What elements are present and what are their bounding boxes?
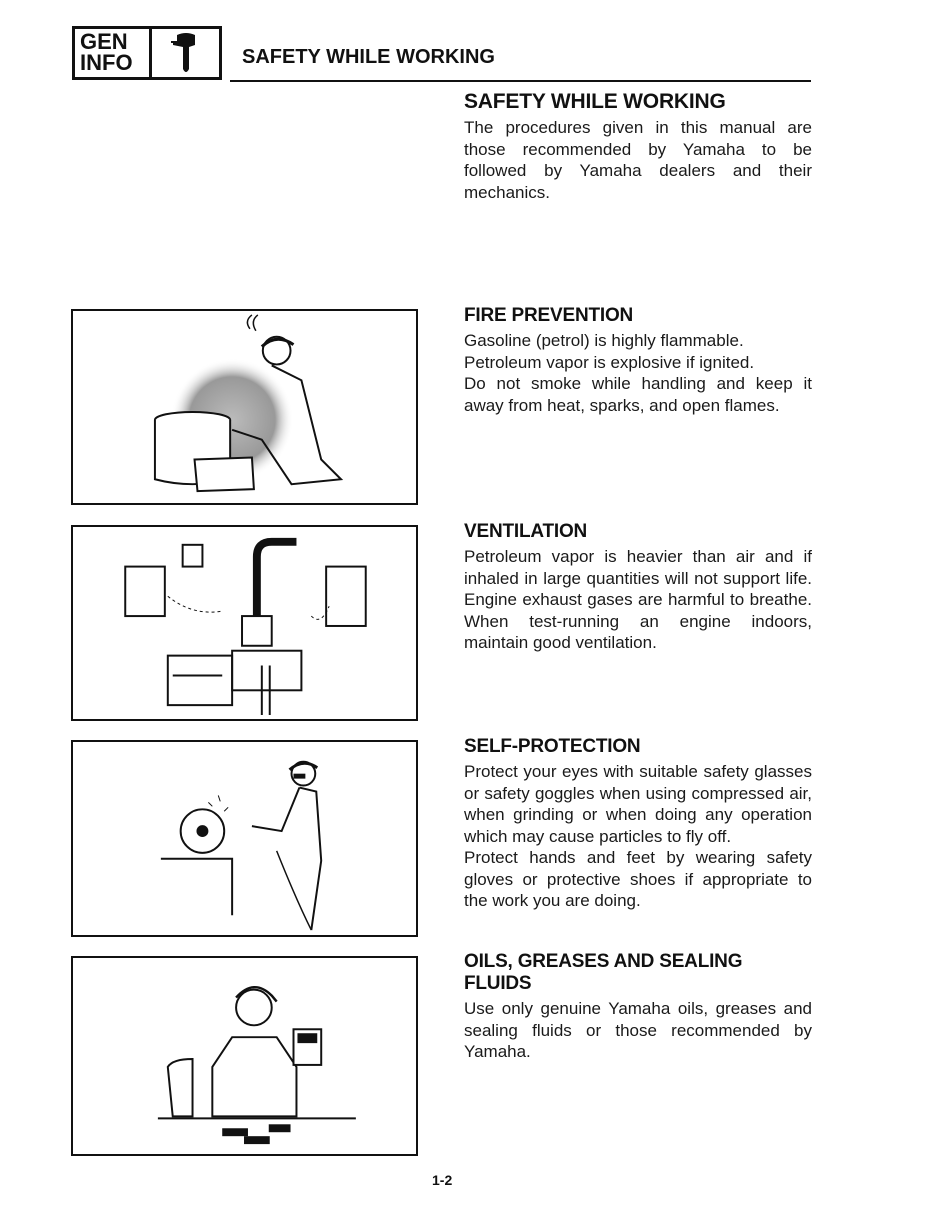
mechanic-grinding-with-goggles-illustration (73, 742, 416, 935)
mechanic-pouring-fuel-illustration (73, 311, 416, 503)
section-fire-prevention (464, 305, 812, 416)
header-rule (230, 80, 811, 82)
section-ventilation (464, 521, 812, 654)
section-paragraph: Petroleum vapor is explosive if ignited. (464, 352, 755, 372)
badge-line-1: GEN (80, 29, 128, 54)
section-paragraph: The procedures given in this manual are those recommended by Yamaha to be followed by Yamaha dealers and their mechanics. (464, 118, 812, 202)
section-paragraph: Do not smoke while handling and keep it away from heat, sparks, and open flames. (464, 374, 812, 415)
self-protection-figure (71, 740, 418, 937)
section-paragraph: Protect hands and feet by wearing safety gloves or protective shoes if appropriate to the work you are doing. (464, 848, 812, 910)
section-oils-greases (464, 951, 812, 1063)
fire-prevention-figure (71, 309, 418, 505)
mechanic-holding-oil-can-illustration (73, 958, 416, 1154)
section-heading: SELF-PROTECTION (464, 736, 641, 757)
header-title: SAFETY WHILE WORKING (242, 46, 495, 68)
badge-line-2: INFO (80, 50, 133, 75)
section-paragraph: Gasoline (petrol) is highly flammable. (464, 331, 744, 350)
section-paragraph: Petroleum vapor is heavier than air and if inhaled in large quantities will not support life. Engine exhaust gases are harmful to breathe. When test-running an engine indoors, maintain good ventilation. (464, 547, 812, 652)
outboard-motor-icon (152, 29, 219, 77)
section-heading: FIRE PREVENTION (464, 305, 634, 326)
badge-label (75, 29, 152, 77)
ventilated-workshop-illustration (73, 527, 416, 719)
section-paragraph: Use only genuine Yamaha oils, greases and sealing fluids or those recommended by Yamaha. (464, 999, 812, 1061)
section-heading: SAFETY WHILE WORKING (464, 90, 726, 113)
section-self-protection (464, 736, 812, 912)
gen-info-badge (72, 26, 222, 80)
section-intro (464, 90, 812, 203)
section-paragraph: Protect your eyes with suitable safety glasses or safety goggles when using compressed air, when grinding or when doing any operation which may cause particles to fly off. (464, 762, 812, 846)
section-heading: VENTILATION (464, 521, 588, 542)
oils-greases-figure (71, 956, 418, 1156)
page-number: 1-2 (432, 1172, 453, 1188)
section-heading: OILS, GREASES AND SEALING FLUIDS (464, 951, 743, 994)
ventilation-figure (71, 525, 418, 721)
